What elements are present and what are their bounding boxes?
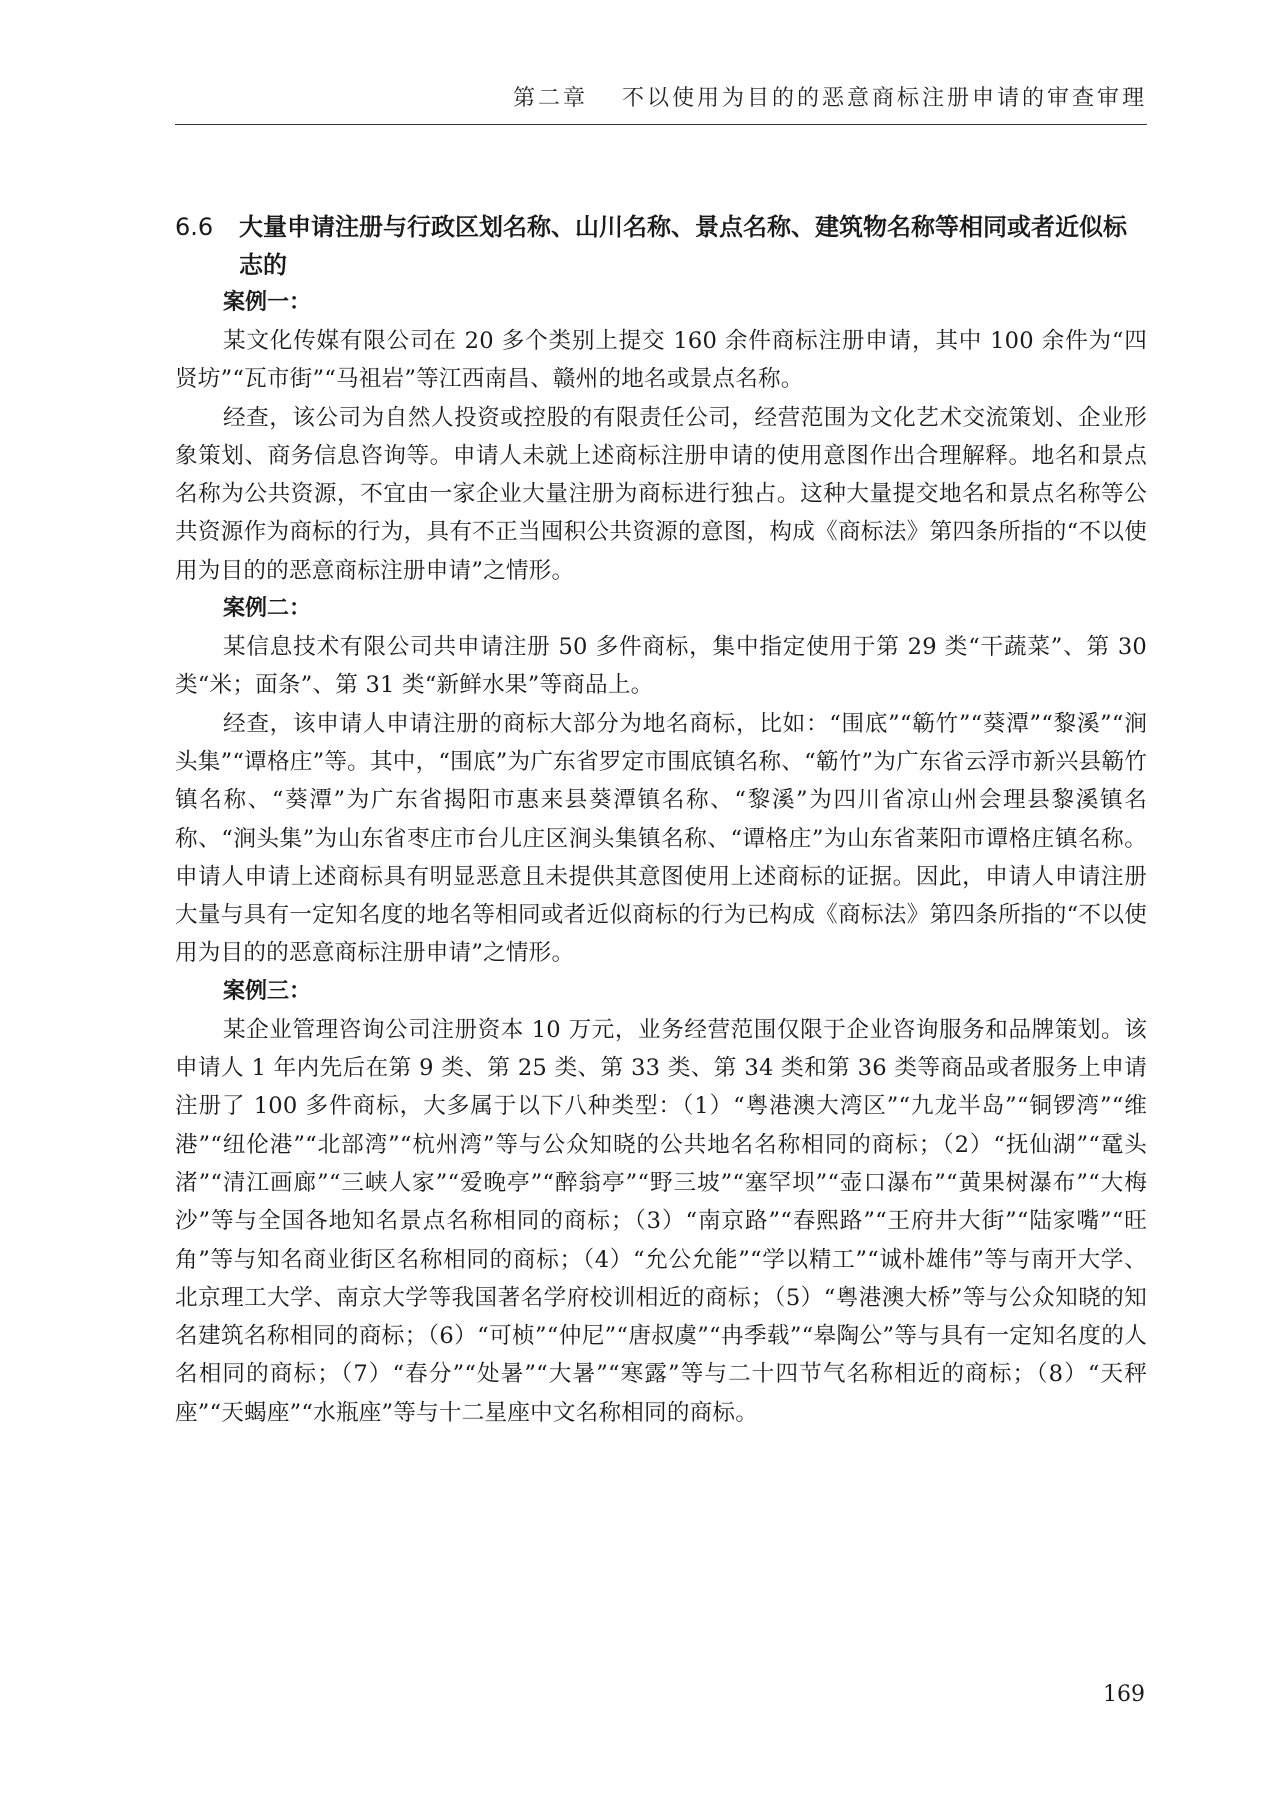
section-heading [175,208,1147,284]
case-title: 案例一： [223,290,312,315]
section-title: 大量申请注册与行政区划名称、山川名称、景点名称、建筑物名称等相同或者近似标志的 [239,213,1127,279]
case-block [175,590,1147,973]
paragraph: 某企业管理咨询公司注册资本 10 万元，业务经营范围仅限于企业咨询服务和品牌策划。该申请人 1 年内先后在第 9 类、第 25 类、第 33 类、第 34 类和第 36 类等商品或者服务上申请注册了 100 多件商标，大多属于以下八种类型：（1）“粤港澳大湾区”“九龙半岛”“铜锣湾”“维港”“纽伦港”“北部湾”“杭州湾”等与公众知晓的公共地名名称相同的商标；（2）“抚仙湖”“鼋头渚”“清江画廊”“三峡人家”“爱晚亭”“醉翁亭”“野三坡”“塞罕坝”“壶口瀑布”“黄果树瀑布”“大梅沙”等与全国各地知名景点名称相同的商标；（3）“南京路”“春熙路”“王府井大街”“陆家嘴”“旺角”等与知名商业街区名称相同的商标；（4）“允公允能”“学以精工”“诚朴雄伟”等与南开大学、北京理工大学、南京大学等我国著名学府校训相近的商标；（5）“粤港澳大桥”等与公众知晓的知名建筑名称相同的商标；（6）“可桢”“仲尼”“唐叔虞”“冉季载”“皋陶公”等与具有一定知名度的人名相同的商标；（7）“春分”“处暑”“大暑”“寒露”等与二十四节气名称相近的商标；（8）“天秤座”“天蝎座”“水瓶座”等与十二星座中文名称相同的商标。 [175,1016,1147,1426]
case-title: 案例二： [223,596,312,622]
paragraph: 经查，该公司为自然人投资或控股的有限责任公司，经营范围为文化艺术交流策划、企业形象策划、商务信息咨询等。申请人未就上述商标注册申请的使用意图作出合理解释。地名和景点名称为公共资源，不宜由一家企业大量注册为商标进行独占。这种大量提交地名和景点名称等公共资源作为商标的行为，具有不正当囤积公共资源的意图，构成《商标法》第四条所指的“不以使用为目的的恶意商标注册申请”之情形。 [175,404,1147,584]
case-title: 案例三： [223,978,312,1004]
header-divider [175,124,1147,125]
chapter-label: 第二章 [512,86,588,111]
section-number: 6.6 [175,213,214,241]
chapter-title: 不以使用为目的的恶意商标注册申请的审查审理 [621,86,1147,111]
running-header [175,84,1147,114]
paragraph: 某信息技术有限公司共申请注册 50 多件商标，集中指定使用于第 29 类“干蔬菜”、第 30 类“米；面条”、第 31 类“新鲜水果”等商品上。 [175,634,1147,699]
case-block [175,284,1147,590]
paragraph: 某文化传媒有限公司在 20 多个类别上提交 160 余件商标注册申请，其中 100 余件为“四贤坊”“瓦市街”“马祖岩”等江西南昌、赣州的地名或景点名称。 [175,328,1147,393]
main-content [175,208,1147,1432]
page-number: 169 [1103,1682,1145,1707]
paragraph: 经查，该申请人申请注册的商标大部分为地名商标，比如：“围底”“簕竹”“葵潭”“黎溪”“涧头集”“谭格庄”等。其中，“围底”为广东省罗定市围底镇名称、“簕竹”为广东省云浮市新兴县簕竹镇名称、“葵潭”为广东省揭阳市惠来县葵潭镇名称、“黎溪”为四川省凉山州会理县黎溪镇名称、“涧头集”为山东省枣庄市台儿庄区涧头集镇名称、“谭格庄”为山东省莱阳市谭格庄镇名称。申请人申请上述商标具有明显恶意且未提供其意图使用上述商标的证据。因此，申请人申请注册大量与具有一定知名度的地名等相同或者近似商标的行为已构成《商标法》第四条所指的“不以使用为目的的恶意商标注册申请”之情形。 [175,710,1147,967]
case-block [175,973,1147,1432]
